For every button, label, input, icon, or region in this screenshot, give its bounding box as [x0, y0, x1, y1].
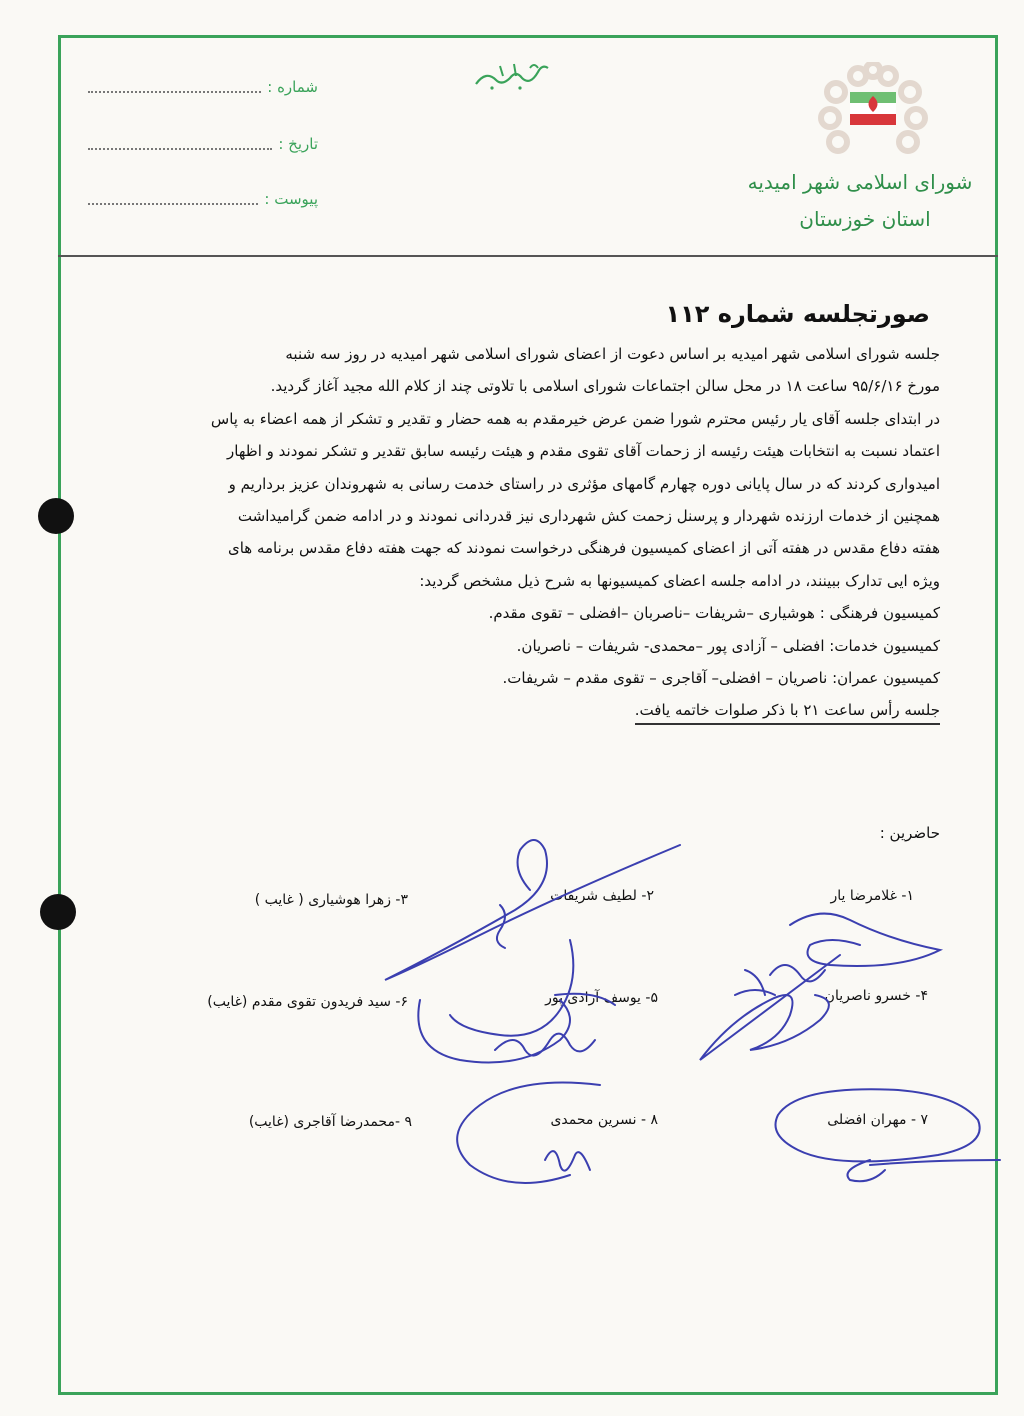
date-label: تاریخ : — [278, 135, 318, 153]
minutes-text — [100, 338, 940, 727]
attendee-7: ۷ - مهران افضلی — [827, 1112, 928, 1128]
attendee-3: ۳- زهرا هوشیاری ( غایب ) — [254, 892, 408, 908]
number-dotted-line — [88, 81, 261, 93]
commission-line: کمیسیون فرهنگی : هوشیاری –شریفات –ناصربان –افضلی – تقوی مقدم. — [488, 604, 940, 623]
council-name: شورای اسلامی شهر امیدیه — [747, 170, 973, 194]
body-line: در ابتدای جلسه آقای یار رئیس محترم شورا ضمن عرض خیرمقدم به همه حضار و تقدیر و تشکر از همه اعضاء به پاس — [210, 409, 940, 428]
emblem-icon — [818, 62, 928, 162]
attachment-dotted-line — [88, 193, 258, 205]
bismillah-calligraphy-icon — [470, 58, 560, 92]
punch-hole — [38, 498, 74, 534]
attendee-1: ۱- غلامرضا یار — [830, 888, 914, 904]
attendee-4: ۴- خسرو ناصریان — [824, 988, 928, 1004]
date-field — [88, 135, 318, 153]
number-field — [88, 78, 318, 96]
header-divider — [58, 255, 998, 257]
body-line: جلسه شورای اسلامی شهر امیدیه بر اساس دعوت از اعضای شورای اسلامی شهر امیدیه در روز سه شنبه — [285, 345, 940, 363]
attendee-2: ۲- لطیف شریفات — [550, 888, 654, 904]
closing-statement: جلسه رأس ساعت ۲۱ با ذکر صلوات خاتمه یافت. — [635, 697, 940, 725]
province-name: استان خوزستان — [799, 207, 931, 231]
body-line: ویژه ایی تدارک ببینند، در ادامه جلسه اعضای کمیسیونها به شرح ذیل مشخص گردید: — [419, 571, 940, 590]
document-title: صورتجلسه شماره ۱۱۲ — [665, 300, 930, 328]
attendees-label: حاضرین : — [879, 824, 940, 842]
attendee-5: ۵- یوسف آزادی پور — [545, 990, 658, 1006]
attendee-6: ۶- سید فریدون تقوی مقدم (غایب) — [207, 994, 408, 1010]
document-body — [100, 300, 940, 727]
date-dotted-line — [88, 138, 272, 150]
commission-line: کمیسیون عمران: ناصریان – افضلی– آقاجری – تقوی مقدم – شریفات. — [502, 669, 940, 688]
commission-line: کمیسیون خدمات: افضلی – آزادی پور –محمدی- شریفات – ناصریان. — [516, 636, 940, 655]
body-line: اعتماد نسبت به انتخابات هیئت رئیسه از زحمات آقای تقوی مقدم و هیئت رئیسه سابق تقدیر و تشکر نمودند و اظهار — [227, 442, 940, 461]
attendee-8: ۸ - نسرین محمدی — [550, 1112, 658, 1128]
body-line: امیدواری کردند که در سال پایانی دوره چهارم گامهای مؤثری در راستای خدمت رسانی به شهروندان عزیز برداریم و — [228, 474, 940, 493]
attachment-label: پیوست : — [264, 190, 318, 208]
body-line: همچنین از خدمات ارزنده شهردار و پرسنل زحمت کش شهرداری نیز قدردانی نمودند و در ادامه ضمن گرامیداشت — [237, 507, 940, 526]
body-line: هفته دفاع مقدس در هفته آتی از اعضای کمیسیون فرهنگی درخواست نمودند که جهت هفته دفاع مقدس برنامه های — [227, 539, 940, 558]
punch-hole — [40, 894, 76, 930]
attachment-field — [88, 190, 318, 208]
number-label: شماره : — [267, 78, 318, 96]
body-line: مورخ ۹۵/۶/۱۶ ساعت ۱۸ در محل سالن اجتماعات شورای اسلامی با تلاوتی چند از کلام الله مجید آغاز گردید. — [270, 377, 940, 396]
attendee-9: ۹ -محمدرضا آقاجری (غایب) — [248, 1114, 412, 1130]
